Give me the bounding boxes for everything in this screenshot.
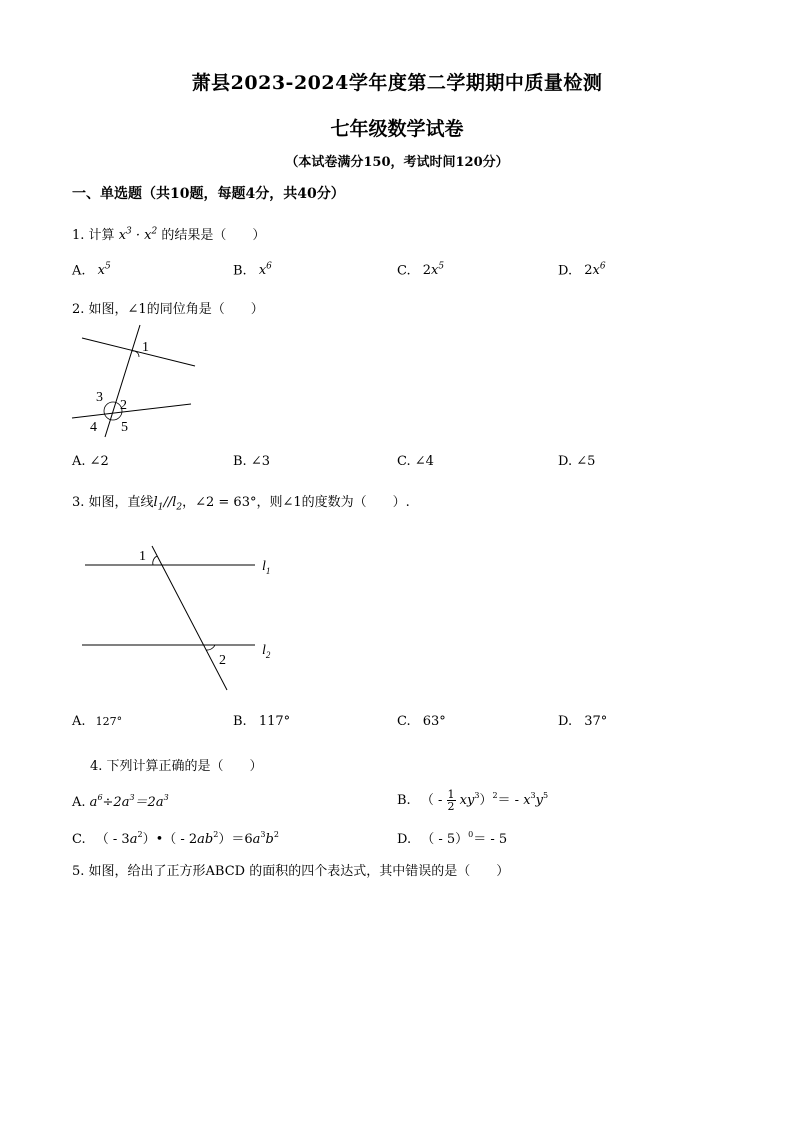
q3-option-a-value: 127° bbox=[95, 715, 123, 728]
q1-option-d-value: $2x^6$ bbox=[584, 262, 606, 279]
q4-option-c-label: C. bbox=[72, 832, 86, 847]
q4-option-a-expr: $a^6\div 2a^3=2a^3$ bbox=[89, 793, 169, 810]
exam-note: （本试卷满分150，考试时间120分） bbox=[285, 155, 509, 170]
q3-option-c-value: 63° bbox=[422, 714, 446, 729]
q3-option-c-label: C. bbox=[397, 714, 411, 729]
question-2: 2. 如图，∠1的同位角是（ ） bbox=[72, 302, 264, 317]
q1-option-c-label: C. bbox=[397, 263, 411, 279]
question-5: 5. 如图，给出了正方形ABCD 的面积的四个表达式，其中错误的是（ ） bbox=[72, 864, 510, 879]
q3-mid: ，∠2 = 63°，则∠1的度数为（ ）. bbox=[182, 495, 410, 510]
q3-option-b[interactable] bbox=[233, 714, 290, 729]
q4-option-a-label: A. bbox=[72, 795, 86, 810]
q2-line-top bbox=[82, 338, 195, 366]
q3-option-a-label: A. bbox=[72, 714, 86, 729]
q1-option-b-label: B. bbox=[233, 263, 247, 279]
q1-option-b-value: $x^6$ bbox=[258, 262, 272, 279]
q4-option-b-expr: （ - $\frac{1}{2}$ $xy^3)^2= - x^3y^5$ bbox=[420, 788, 549, 813]
q4-option-d-expr: （ - 5）$^0$＝ - 5 bbox=[421, 830, 508, 847]
q3-label-2: 2 bbox=[219, 653, 226, 668]
q1-option-c-value: $2x^5$ bbox=[422, 262, 445, 279]
question-4: 4. 下列计算正确的是（ ） bbox=[90, 759, 263, 774]
q4-option-b-label: B. bbox=[397, 793, 411, 808]
q3-option-c[interactable] bbox=[397, 714, 446, 729]
q2-line-bottom bbox=[72, 404, 191, 418]
q2-option-d[interactable]: D. ∠5 bbox=[558, 454, 596, 469]
q1-option-a-value: $x^5$ bbox=[97, 262, 111, 279]
q1-option-a-label: A. bbox=[72, 263, 86, 279]
exam-grade-title: 七年级数学试卷 bbox=[330, 118, 464, 140]
question-1 bbox=[72, 224, 265, 243]
q3-option-d-label: D. bbox=[558, 714, 573, 729]
q1-suffix: 的结果是（ ） bbox=[161, 228, 266, 243]
q3-option-b-value: 117° bbox=[258, 714, 291, 729]
q2-label-1: 1 bbox=[142, 340, 149, 355]
q3-label-l1: $l_1$ bbox=[262, 559, 271, 576]
q2-option-a[interactable]: A. ∠2 bbox=[72, 454, 109, 469]
q2-label-2: 2 bbox=[120, 398, 127, 413]
question-3 bbox=[72, 491, 410, 513]
q3-label-1: 1 bbox=[139, 549, 146, 564]
q1-prefix: 1. 计算 bbox=[72, 228, 115, 243]
q4-option-c-expr: （ - $3a^2)•( - 2ab^2)=6a^3b^2$ bbox=[95, 830, 279, 847]
q1-expression: $x^3 \cdot x^2$ bbox=[118, 226, 158, 243]
q3-parallel-expr: $l_1//l_2$ bbox=[153, 495, 183, 513]
q3-option-a[interactable] bbox=[72, 714, 122, 729]
q2-label-4: 4 bbox=[90, 420, 97, 435]
q2-label-5: 5 bbox=[121, 420, 128, 435]
q4-option-d-label: D. bbox=[397, 832, 412, 847]
q3-option-d-value: 37° bbox=[584, 714, 608, 729]
q3-arc-1 bbox=[153, 556, 157, 565]
q3-prefix: 3. 如图，直线 bbox=[72, 495, 154, 510]
q3-transversal bbox=[152, 546, 227, 690]
q3-option-d[interactable] bbox=[558, 714, 607, 729]
q1-option-d-label: D. bbox=[558, 263, 573, 279]
q2-option-b[interactable]: B. ∠3 bbox=[233, 454, 270, 469]
q3-arc-2 bbox=[206, 645, 215, 650]
q2-label-3: 3 bbox=[96, 390, 103, 405]
q2-option-c[interactable]: C. ∠4 bbox=[397, 454, 434, 469]
q4-option-a[interactable] bbox=[72, 791, 169, 810]
q3-option-b-label: B. bbox=[233, 714, 247, 729]
exam-title: 萧县2023-2024学年度第二学期期中质量检测 bbox=[191, 72, 603, 94]
q4-option-c[interactable] bbox=[72, 828, 279, 847]
q1-option-a[interactable] bbox=[72, 262, 111, 278]
q1-option-d[interactable] bbox=[558, 262, 606, 278]
section-heading: 一、单选题（共10题，每题4分，共40分） bbox=[72, 186, 345, 202]
q1-option-c[interactable] bbox=[397, 262, 444, 278]
q3-label-l2: $l_2$ bbox=[262, 643, 271, 660]
q4-option-b[interactable] bbox=[397, 789, 548, 812]
q4-option-d[interactable] bbox=[397, 828, 507, 847]
q2-figure bbox=[72, 325, 202, 440]
q1-option-b[interactable] bbox=[233, 262, 272, 278]
q3-figure bbox=[80, 540, 280, 695]
